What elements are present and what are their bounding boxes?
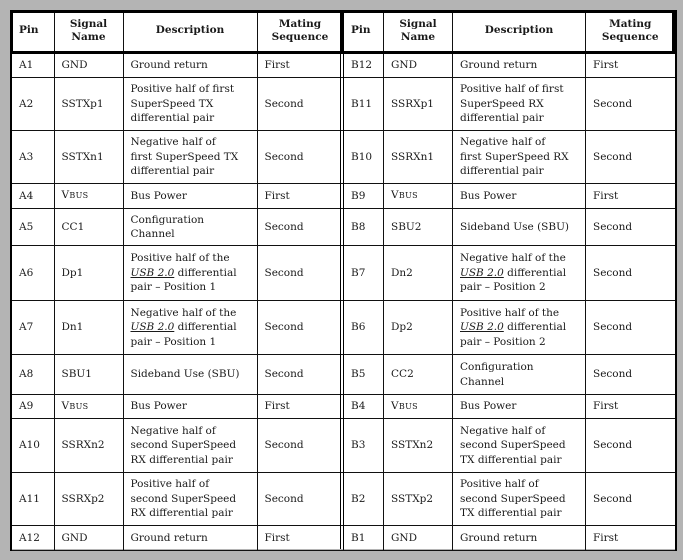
description-cell <box>453 355 586 395</box>
header-mating-sequence <box>586 11 676 53</box>
description-text: differential pair <box>460 112 544 125</box>
description-text: Positive half of first <box>130 83 235 96</box>
signal-name-text: SBU2 <box>391 220 422 233</box>
signal-name-text: SSTXn1 <box>61 150 104 163</box>
signal-name-cell <box>384 395 453 419</box>
pin-cell: A8 <box>11 355 54 395</box>
description-text: Negative half of <box>130 136 216 149</box>
signal-name-text: VBUS <box>391 189 418 202</box>
table-row <box>344 355 676 395</box>
table-right-border <box>672 10 675 52</box>
description-cell <box>453 526 586 551</box>
signal-name-text: SBU1 <box>61 368 92 381</box>
signal-name-text: CC2 <box>391 368 414 381</box>
signal-name-text: Dn1 <box>61 321 84 334</box>
table-row <box>11 355 343 395</box>
header-pin: Pin <box>11 11 54 53</box>
table-row <box>11 526 343 551</box>
pin-cell: A4 <box>11 184 54 209</box>
table-center-divider-line <box>340 52 341 549</box>
description-cell <box>123 209 257 246</box>
signal-name-text: VBUS <box>61 399 89 412</box>
description-cell <box>123 78 257 131</box>
header-row <box>344 11 676 53</box>
signal-name-text: Dp1 <box>61 266 84 279</box>
header-text: Name <box>71 31 106 43</box>
table-row <box>344 184 676 209</box>
signal-name-cell <box>54 526 123 551</box>
description-text: RX differential pair <box>130 507 233 520</box>
mating-sequence-cell: First <box>586 395 676 419</box>
mating-sequence-cell: First <box>586 526 676 551</box>
table-row <box>11 78 343 131</box>
description-cell <box>453 301 586 355</box>
description-text: pair – Position 2 <box>460 335 546 348</box>
pin-cell: B11 <box>344 78 384 131</box>
mating-sequence-cell: First <box>257 395 343 419</box>
a-side-table <box>10 10 344 551</box>
table-row <box>344 209 676 246</box>
mating-sequence-cell: Second <box>586 246 676 301</box>
signal-name-cell <box>54 246 123 301</box>
table-row <box>344 395 676 419</box>
pin-cell: A1 <box>11 53 54 78</box>
signal-name-cell <box>54 53 123 78</box>
description-text: Negative half of the <box>130 306 237 319</box>
description-text: second SuperSpeed <box>130 439 237 452</box>
signal-name-text: SSRXp1 <box>391 97 434 110</box>
a-side-pins <box>10 10 342 549</box>
description-cell <box>453 131 586 184</box>
table-row <box>344 131 676 184</box>
header-description: Description <box>453 11 586 53</box>
pin-cell: A11 <box>11 473 54 526</box>
signal-name-text: GND <box>61 59 88 72</box>
signal-name-text: SSRXp2 <box>61 492 105 505</box>
signal-name-cell <box>384 184 453 209</box>
pin-cell: B5 <box>344 355 384 395</box>
signal-name-text: CC1 <box>61 220 85 233</box>
header-text: Name <box>400 31 436 43</box>
description-text: SuperSpeed TX <box>130 97 214 110</box>
signal-name-text: Dn2 <box>391 266 413 279</box>
description-text: pair – Position 2 <box>460 281 546 294</box>
description-text: Channel <box>460 375 505 388</box>
pin-cell: B10 <box>344 131 384 184</box>
description-text: Positive half of the <box>130 252 230 265</box>
description-text: second SuperSpeed <box>460 439 566 452</box>
description-text: TX differential pair <box>460 507 562 520</box>
mating-sequence-cell: First <box>257 53 343 78</box>
usb-2-0-link: USB 2.0 <box>130 321 175 334</box>
description-cell <box>123 473 257 526</box>
header-description: Description <box>123 11 257 53</box>
mating-sequence-cell: Second <box>257 131 343 184</box>
pin-cell: A12 <box>11 526 54 551</box>
mating-sequence-cell: Second <box>586 355 676 395</box>
header-mating-sequence <box>257 11 343 53</box>
description-text: SuperSpeed RX <box>460 97 544 110</box>
signal-name-cell <box>384 419 453 473</box>
description-text: Positive half of <box>130 478 210 491</box>
pin-cell: B3 <box>344 419 384 473</box>
header-text: Signal <box>399 17 437 30</box>
mating-sequence-cell: Second <box>257 473 343 526</box>
pin-cell: B12 <box>344 53 384 78</box>
signal-name-text: SSRXn1 <box>391 150 435 163</box>
description-text: Negative half of the <box>460 252 566 265</box>
description-cell <box>123 395 257 419</box>
pin-cell: B6 <box>344 301 384 355</box>
description-text: Ground return <box>460 531 538 544</box>
signal-name-cell <box>54 131 123 184</box>
signal-name-text: GND <box>61 531 88 544</box>
table-row <box>344 301 676 355</box>
description-cell <box>453 246 586 301</box>
signal-name-cell <box>384 473 453 526</box>
description-text: Negative half of <box>460 424 546 437</box>
signal-name-text: SSTXp2 <box>391 492 434 505</box>
pin-cell: A7 <box>11 301 54 355</box>
description-text: Positive half of first <box>460 83 564 96</box>
description-cell <box>123 526 257 551</box>
signal-name-cell <box>54 419 123 473</box>
mating-sequence-cell: Second <box>586 131 676 184</box>
description-text: TX differential pair <box>460 453 562 466</box>
pin-cell: A2 <box>11 78 54 131</box>
signal-name-cell <box>54 355 123 395</box>
description-text: Bus Power <box>460 400 517 413</box>
signal-name-cell <box>54 473 123 526</box>
header-signal-name <box>54 11 123 53</box>
description-text: Ground return <box>460 59 538 72</box>
description-text: second SuperSpeed <box>460 492 566 505</box>
mating-sequence-cell: First <box>257 526 343 551</box>
table-row <box>11 184 343 209</box>
description-text: Channel <box>130 228 175 240</box>
usb-2-0-link: USB 2.0 <box>130 266 175 279</box>
description-text: Configuration <box>130 213 205 226</box>
description-cell <box>123 419 257 473</box>
signal-name-text: SSRXn2 <box>61 439 105 452</box>
mating-sequence-cell: Second <box>257 78 343 131</box>
signal-name-cell <box>384 131 453 184</box>
signal-name-cell <box>54 184 123 209</box>
description-cell <box>123 301 257 355</box>
signal-name-text: SSTXn2 <box>391 439 434 452</box>
mating-sequence-cell: Second <box>586 419 676 473</box>
signal-name-cell <box>384 301 453 355</box>
signal-name-cell <box>54 301 123 355</box>
mating-sequence-cell: Second <box>586 301 676 355</box>
header-signal-name <box>384 11 453 53</box>
description-text: differential pair <box>460 165 544 178</box>
table-row <box>344 526 676 551</box>
table-row <box>11 301 343 355</box>
description-text: differential <box>174 266 237 279</box>
pin-cell: A5 <box>11 209 54 246</box>
table-row <box>344 419 676 473</box>
signal-name-cell <box>384 53 453 78</box>
description-text: differential <box>174 321 237 334</box>
table-row <box>11 419 343 473</box>
pin-cell: A6 <box>11 246 54 301</box>
signal-name-text: Dp2 <box>391 321 413 334</box>
header-pin: Pin <box>344 11 384 53</box>
description-text: Bus Power <box>130 400 187 413</box>
signal-name-text: VBUS <box>391 399 418 412</box>
description-text: Bus Power <box>130 189 187 202</box>
table-row <box>344 473 676 526</box>
signal-name-cell <box>54 209 123 246</box>
header-text: Mating <box>278 17 322 30</box>
description-cell <box>453 53 586 78</box>
description-cell <box>453 78 586 131</box>
mating-sequence-cell: Second <box>257 301 343 355</box>
table-row <box>11 246 343 301</box>
table-center-divider <box>340 10 344 52</box>
table-center-divider-line <box>343 52 344 549</box>
pin-cell: B1 <box>344 526 384 551</box>
description-text: pair – Position 1 <box>130 281 217 294</box>
signal-name-text: VBUS <box>61 189 89 202</box>
description-text: pair – Position 1 <box>130 335 217 348</box>
description-text: Negative half of <box>130 424 216 437</box>
description-cell <box>123 184 257 209</box>
header-row <box>11 11 343 53</box>
description-cell <box>453 209 586 246</box>
description-text: Positive half of the <box>460 306 560 319</box>
description-text: Sideband Use (SBU) <box>130 368 240 381</box>
description-text: Ground return <box>130 531 208 544</box>
mating-sequence-cell: Second <box>257 209 343 246</box>
description-text: Configuration <box>460 361 534 373</box>
signal-name-cell <box>384 355 453 395</box>
pin-cell: B7 <box>344 246 384 301</box>
description-cell <box>123 131 257 184</box>
description-cell <box>123 246 257 301</box>
description-text: first SuperSpeed TX <box>130 150 239 163</box>
mating-sequence-cell: Second <box>257 246 343 301</box>
description-text: differential <box>503 266 567 279</box>
table-row <box>11 131 343 184</box>
description-cell <box>453 395 586 419</box>
signal-name-text: SSTXp1 <box>61 97 104 110</box>
table-row <box>11 473 343 526</box>
description-text: Sideband Use (SBU) <box>460 220 570 233</box>
signal-name-text: GND <box>391 531 417 544</box>
description-cell <box>453 473 586 526</box>
description-text: first SuperSpeed RX <box>460 150 569 163</box>
pin-cell: A9 <box>11 395 54 419</box>
b-side-pins <box>343 10 675 549</box>
mating-sequence-cell: First <box>586 184 676 209</box>
mating-sequence-cell: First <box>586 53 676 78</box>
signal-name-cell <box>384 209 453 246</box>
pin-cell: A3 <box>11 131 54 184</box>
description-cell <box>453 419 586 473</box>
table-left-border <box>10 10 13 52</box>
description-text: differential pair <box>130 112 215 125</box>
description-text: second SuperSpeed <box>130 492 237 505</box>
mating-sequence-cell: Second <box>586 78 676 131</box>
header-text: Mating <box>609 17 652 30</box>
description-text: Ground return <box>130 59 208 72</box>
description-cell <box>123 53 257 78</box>
pin-cell: B4 <box>344 395 384 419</box>
mating-sequence-cell: Second <box>586 209 676 246</box>
mating-sequence-cell: Second <box>586 473 676 526</box>
description-text: Bus Power <box>460 189 517 202</box>
mating-sequence-cell: Second <box>257 355 343 395</box>
signal-name-cell <box>384 246 453 301</box>
table-row <box>11 53 343 78</box>
description-text: RX differential pair <box>130 453 233 466</box>
description-text: Negative half of <box>460 136 546 149</box>
pin-cell: A10 <box>11 419 54 473</box>
pinout-table <box>10 10 675 549</box>
b-side-table <box>343 10 677 551</box>
header-text: Signal <box>69 17 108 30</box>
description-text: differential pair <box>130 165 215 178</box>
table-row <box>344 246 676 301</box>
description-cell <box>453 184 586 209</box>
signal-name-cell <box>54 78 123 131</box>
table-row <box>344 78 676 131</box>
table-row <box>11 209 343 246</box>
table-row <box>344 53 676 78</box>
description-text: differential <box>503 321 567 334</box>
pin-cell: B8 <box>344 209 384 246</box>
description-text: Positive half of <box>460 478 539 491</box>
header-text: Sequence <box>271 31 329 43</box>
signal-name-cell <box>384 526 453 551</box>
header-text: Sequence <box>601 31 659 43</box>
table-row <box>11 395 343 419</box>
usb-2-0-link: USB 2.0 <box>460 321 504 334</box>
pin-cell: B2 <box>344 473 384 526</box>
signal-name-cell <box>384 78 453 131</box>
description-cell <box>123 355 257 395</box>
signal-name-text: GND <box>391 59 417 72</box>
usb-2-0-link: USB 2.0 <box>460 266 504 279</box>
pin-cell: B9 <box>344 184 384 209</box>
mating-sequence-cell: First <box>257 184 343 209</box>
signal-name-cell <box>54 395 123 419</box>
mating-sequence-cell: Second <box>257 419 343 473</box>
